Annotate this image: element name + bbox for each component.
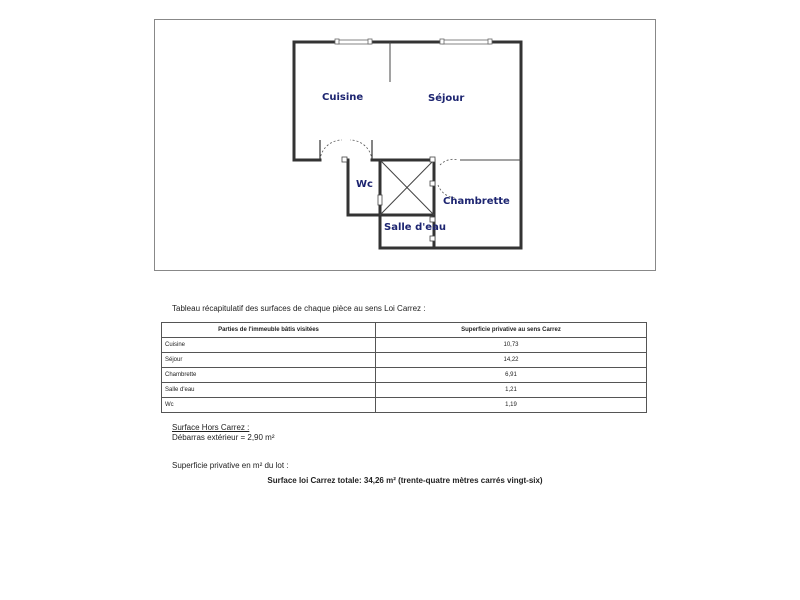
window-marker-2: [368, 39, 372, 44]
marker-c: [430, 181, 435, 186]
table-row: [162, 368, 647, 383]
total-surface: Surface loi Carrez totale: 34,26 m² (trente-quatre mètres carrés vingt-six): [267, 476, 543, 485]
marker-b: [430, 157, 435, 162]
table-row: [162, 383, 647, 398]
room-label-chambrette: Chambrette: [443, 196, 510, 207]
room-label-cuisine: Cuisine: [322, 92, 364, 103]
table-header-row: [162, 323, 647, 338]
row-value: 10,73: [376, 338, 647, 353]
room-label-sejour: Séjour: [428, 93, 465, 104]
marker-f: [430, 236, 435, 241]
door-wc: [350, 140, 372, 160]
window-sejour: [442, 40, 490, 44]
surface-table: [161, 322, 647, 413]
marker-d: [378, 195, 382, 205]
row-name: Wc: [162, 398, 376, 413]
window-marker-4: [488, 39, 492, 44]
row-value: 1,19: [376, 398, 647, 413]
row-name: Salle d'eau: [162, 383, 376, 398]
header-superficie: Superficie privative au sens Carrez: [376, 323, 647, 338]
row-value: 1,21: [376, 383, 647, 398]
row-name: Chambrette: [162, 368, 376, 383]
lot-surface-label: Superficie privative en m² du lot :: [172, 461, 289, 470]
row-value: 6,91: [376, 368, 647, 383]
window-marker-1: [335, 39, 339, 44]
marker-a: [342, 157, 347, 162]
table-row: [162, 338, 647, 353]
row-value: 14,22: [376, 353, 647, 368]
header-parties: Parties de l'immeuble bâtis visitées: [162, 323, 376, 338]
hors-carrez-line: Débarras extérieur = 2,90 m²: [172, 433, 275, 442]
table-intro: Tableau récapitulatif des surfaces de chaque pièce au sens Loi Carrez :: [172, 304, 426, 313]
row-name: Cuisine: [162, 338, 376, 353]
hors-carrez-title: Surface Hors Carrez :: [172, 423, 250, 432]
row-name: Séjour: [162, 353, 376, 368]
room-label-wc: Wc: [356, 179, 373, 190]
window-cuisine: [337, 40, 371, 44]
door-chambrette: [440, 159, 458, 165]
door-cuisine: [320, 140, 342, 160]
table-row: [162, 353, 647, 368]
room-label-salle-deau: Salle d'eau: [384, 222, 446, 233]
table-row: [162, 398, 647, 413]
window-marker-3: [440, 39, 444, 44]
